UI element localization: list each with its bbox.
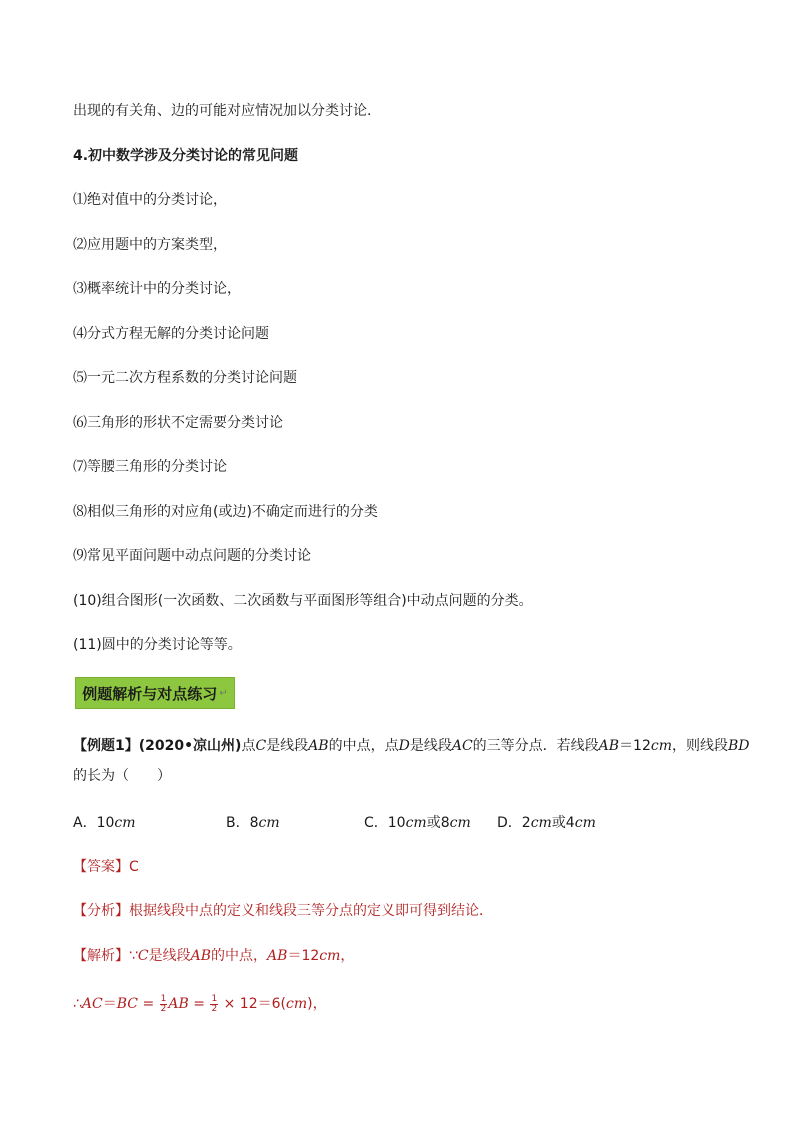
text: ，则线段 xyxy=(672,738,729,754)
analysis-label: 【分析】 xyxy=(73,903,129,919)
list-item: ⑸一元二次方程系数的分类讨论问题 xyxy=(73,370,297,386)
list-item: (11)圆中的分类讨论等等。 xyxy=(73,637,242,653)
text: 是线段 xyxy=(266,738,309,754)
solution-label: 【解析】 xyxy=(73,948,129,964)
list-item: (10)组合图形(一次函数、二次函数与平面图形等组合)中动点问题的分类。 xyxy=(73,593,533,609)
list-item: ⑻相似三角形的对应角(或边)不确定而进行的分类 xyxy=(73,504,378,520)
section-title xyxy=(75,677,235,709)
example-label: 【例题1】 xyxy=(73,738,139,754)
var-ac: AC xyxy=(451,738,473,754)
section-title-text: 例题解析与对点练习 xyxy=(82,684,218,703)
list-item: ⑹三角形的形状不定需要分类讨论 xyxy=(73,415,283,431)
text: 的三等分点．若线段 xyxy=(472,738,599,754)
list-item: ⑺等腰三角形的分类讨论 xyxy=(73,459,227,475)
list-item: ⑶概率统计中的分类讨论， xyxy=(73,281,241,297)
text: 点 xyxy=(241,738,256,754)
list-item: ⑵应用题中的方案类型， xyxy=(73,237,227,253)
paragraph-mark-icon: ↵ xyxy=(219,687,228,699)
choice-c: C．10cm或8cm xyxy=(364,815,471,831)
var-c: C xyxy=(255,738,267,754)
list-item: ⑼常见平面问题中动点问题的分类讨论 xyxy=(73,548,311,564)
example-question-line2: 的长为（ ） xyxy=(73,768,171,784)
heading-4: 4.初中数学涉及分类讨论的常见问题 xyxy=(73,148,299,164)
text: 是线段 xyxy=(409,738,452,754)
choice-d: D．2cm或4cm xyxy=(497,815,596,831)
var-d: D xyxy=(398,738,410,754)
text: 的中点，点 xyxy=(328,738,399,754)
choice-a: A．10cm xyxy=(73,815,136,831)
choice-b: B．8cm xyxy=(226,815,280,831)
text: ＝12 xyxy=(619,738,651,754)
example-question xyxy=(73,736,750,756)
list-item: ⑴绝对值中的分类讨论， xyxy=(73,192,227,208)
unit-cm: cm xyxy=(650,738,673,754)
analysis-text: 根据线段中点的定义和线段三等分点的定义即可得到结论． xyxy=(129,903,493,919)
answer-value: C xyxy=(129,859,139,875)
var-ab: AB xyxy=(598,738,620,754)
fraction: $\frac{1}{2}$ xyxy=(211,993,218,1014)
intro-line: 出现的有关角、边的可能对应情况加以分类讨论. xyxy=(73,103,372,119)
fraction: $\frac{1}{2}$ xyxy=(160,993,167,1014)
var-bd: BD xyxy=(728,738,750,754)
analysis-line xyxy=(73,901,493,921)
list-item: ⑷分式方程无解的分类讨论问题 xyxy=(73,326,269,342)
answer-label: 【答案】 xyxy=(73,859,129,875)
var-ab: AB xyxy=(308,738,329,754)
solution-line: 【解析】∵C是线段AB的中点，AB＝12cm， xyxy=(73,948,355,964)
answer-line xyxy=(73,857,139,877)
example-source: (2020•凉山州) xyxy=(138,738,242,754)
solution-equation: ∴AC＝BC = $\frac{1}{2}$ AB = $\frac{1}{2}$ × 12＝6(cm)， xyxy=(73,993,327,1014)
